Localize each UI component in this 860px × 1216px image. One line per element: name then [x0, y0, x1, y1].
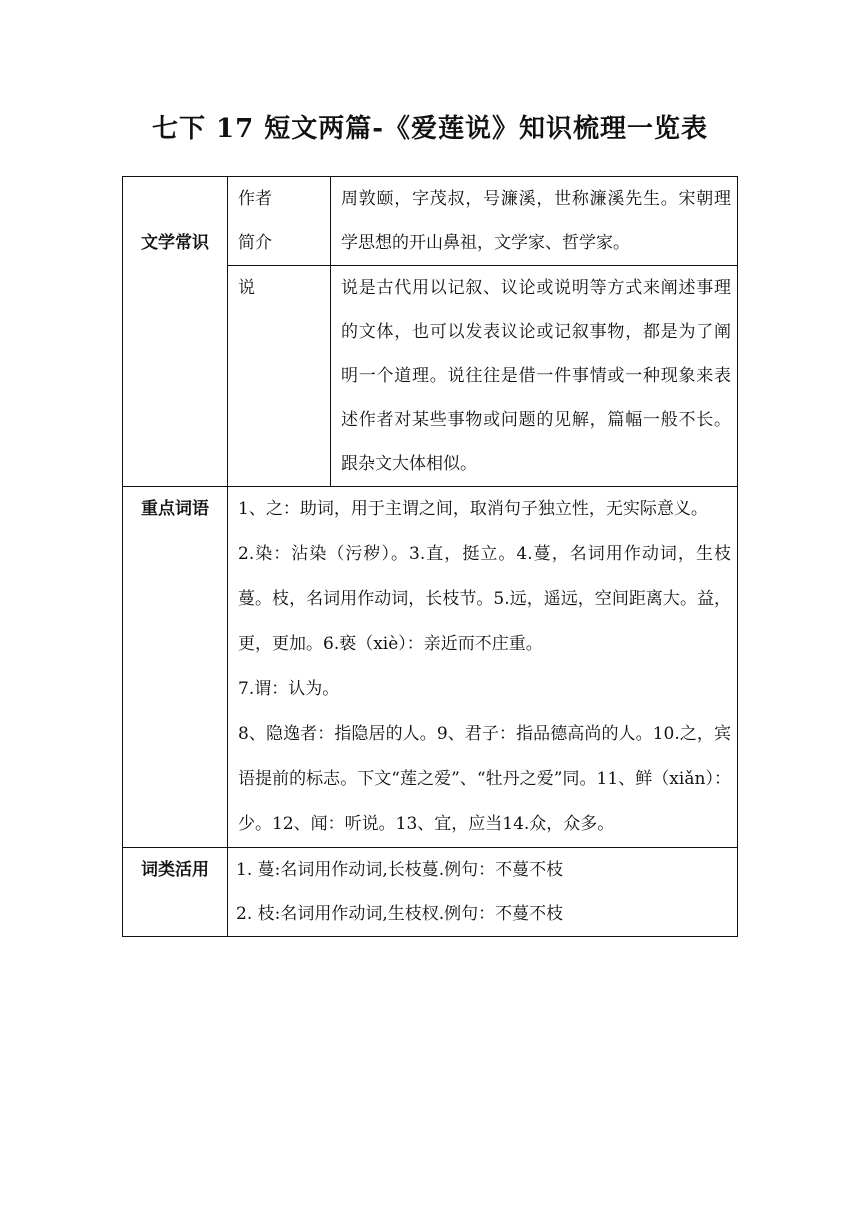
subcategory-label: 简介 — [238, 233, 272, 253]
table-row — [123, 848, 738, 937]
content-cell — [331, 266, 738, 487]
vocab-paragraph: 7.谓：认为。 — [238, 679, 340, 699]
category-label: 文学常识 — [141, 233, 209, 253]
table-row — [123, 177, 738, 266]
category-label: 词类活用 — [141, 860, 209, 880]
category-cell — [123, 487, 228, 848]
genre-description-text: 说是古代用以记叙、议论或说明等方式来阐述事理的文体，也可以发表议论或记叙事物，都是为了阐明一个道理。说往往是借一件事情或一种现象来表述作者对某些事物或问题的见解，篇幅一般不长。跟杂文大体相似。 — [341, 278, 731, 474]
content-cell — [228, 487, 738, 848]
content-cell — [331, 177, 738, 266]
content-cell — [228, 848, 738, 937]
subcategory-label: 说 — [238, 278, 255, 298]
usage-item: 1. 蔓:名词用作动词,长枝蔓.例句：不蔓不枝 — [236, 860, 564, 880]
knowledge-table — [122, 176, 738, 937]
category-cell — [123, 848, 228, 937]
page-title: 七下 17 短文两篇-《爱莲说》知识梳理一览表 — [151, 114, 709, 144]
vocab-paragraph: 8、隐逸者：指隐居的人。9、君子：指品德高尚的人。10.之，宾语提前的标志。下文“莲之爱”、“牡丹之爱”同。11、鲜（xiǎn）：少。12、闻：听说。13、宜，应当14.众，众多。 — [238, 724, 731, 834]
subcategory-cell — [228, 177, 331, 266]
subcategory-label: 作者 — [238, 189, 272, 209]
category-cell — [123, 177, 228, 487]
vocab-paragraph: 1、之：助词，用于主谓之间，取消句子独立性，无实际意义。 — [238, 499, 708, 519]
table-row — [123, 487, 738, 848]
subcategory-cell — [228, 266, 331, 487]
usage-item: 2. 枝:名词用作动词,生枝杈.例句：不蔓不枝 — [236, 904, 564, 924]
vocab-paragraph: 2.染：沾染（污秽）。3.直，挺立。4.蔓，名词用作动词，生枝蔓。枝，名词用作动词，长枝节。5.远，遥远，空间距离大。益，更，更加。6.亵（xiè）：亲近而不庄重。 — [238, 544, 731, 654]
category-label: 重点词语 — [141, 499, 209, 519]
author-bio-text: 周敦颐，字茂叔，号濂溪，世称濂溪先生。宋朝理学思想的开山鼻祖，文学家、哲学家。 — [341, 189, 731, 253]
